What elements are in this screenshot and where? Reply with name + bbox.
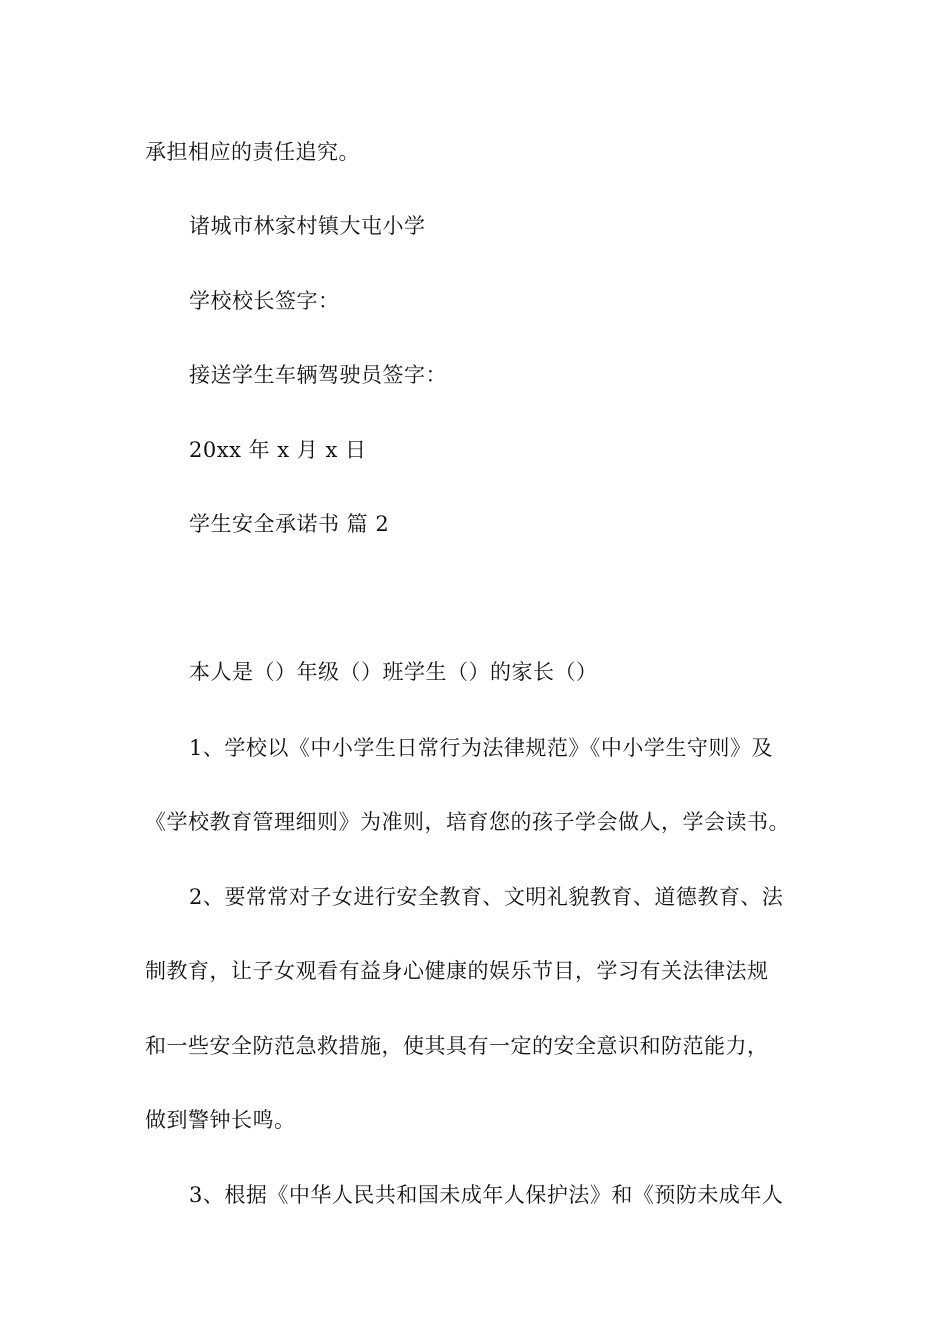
parent-statement: 本人是（）年级（）班学生（）的家长（）	[189, 660, 598, 684]
text-line: 承担相应的责任追究。	[145, 140, 360, 164]
text-line: 1、学校以《中小学生日常行为法律规范》《中小学生守则》及	[189, 736, 773, 760]
text-line: 2、要常常对子女进行安全教育、文明礼貌教育、道德教育、法	[189, 885, 784, 909]
text-line: 和一些安全防范急救措施，使其具有一定的安全意识和防范能力，	[145, 1034, 769, 1058]
text-line: 做到警钟长鸣。	[145, 1108, 296, 1132]
text-line: 3、根据《中华人民共和国未成年人保护法》和《预防未成年人	[189, 1183, 784, 1207]
date-line: 20xx 年 x 月 x 日	[189, 438, 367, 462]
section-title: 学生安全承诺书 篇 2	[189, 512, 390, 536]
driver-signature-label: 接送学生车辆驾驶员签字：	[189, 363, 447, 387]
text-line: 《学校教育管理细则》为准则，培育您的孩子学会做人，学会读书。	[145, 810, 790, 834]
text-line: 制教育，让子女观看有益身心健康的娱乐节目，学习有关法律法规	[145, 959, 769, 983]
principal-signature-label: 学校校长签字：	[189, 289, 340, 313]
school-name: 诸城市林家村镇大屯小学	[189, 214, 426, 238]
